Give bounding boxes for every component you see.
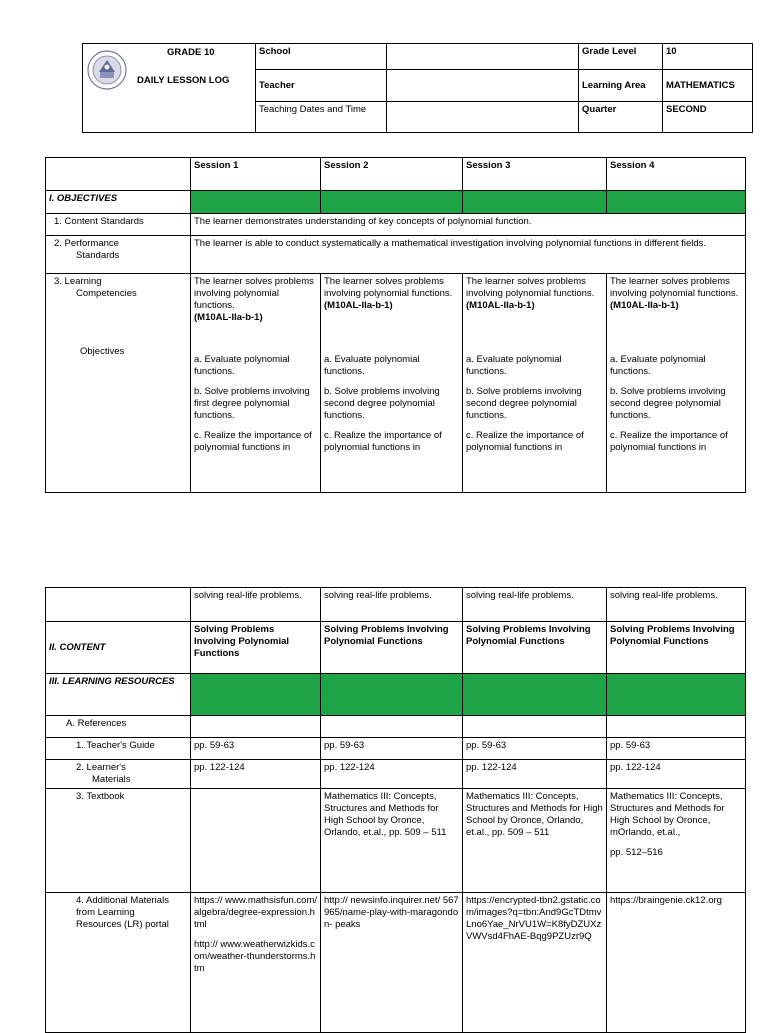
content-standards-label: 1. Content Standards — [46, 214, 191, 236]
objectives-session-3 — [463, 274, 607, 493]
dates-value — [387, 102, 579, 133]
additional-link-2[interactable]: http:// newsinfo.inquirer.net/ 567965/name-play-with-maragondon- peaks — [324, 895, 459, 930]
textbook-2: Mathematics III: Concepts, Structures and Methods for High School by Oronce, Orlando, et.al., pp. 509 – 511 — [321, 789, 463, 893]
additional-materials-3 — [463, 893, 607, 1033]
objective-c-3: c. Realize the importance of polynomial functions in — [466, 430, 584, 453]
additional-materials-label: 4. Additional Materials from Learning Resources (LR) portal — [46, 893, 191, 1033]
learners-materials-1: pp. 122-124 — [191, 760, 321, 789]
objectives-session-1 — [191, 274, 321, 493]
objectives-fill-2 — [321, 191, 463, 214]
objectives-fill-1 — [191, 191, 321, 214]
references-3 — [463, 716, 607, 738]
learners-materials-label — [46, 760, 191, 789]
session-4-header: Session 4 — [607, 158, 746, 191]
competency-text-1: The learner solves problems involving polynomial functions. — [194, 276, 314, 311]
objective-b-3: b. Solve problems involving second degree polynomial functions. — [466, 386, 582, 421]
grade-level-label: Grade Level — [579, 44, 663, 70]
objective-c-1: c. Realize the importance of polynomial functions in — [194, 430, 312, 453]
teacher-value — [387, 70, 579, 102]
objective-b-1: b. Solve problems involving first degree polynomial functions. — [194, 386, 310, 421]
content-session-3: Solving Problems Involving Polynomial Functions — [463, 622, 607, 674]
additional-link-1a[interactable]: https:// www.mathsisfun.com/ algebra/degree-expression.html — [194, 895, 318, 930]
additional-materials-1 — [191, 893, 321, 1033]
session-3-header: Session 3 — [463, 158, 607, 191]
teachers-guide-1: pp. 59-63 — [191, 738, 321, 760]
textbook-4 — [607, 789, 746, 893]
objective-a-4: a. Evaluate polynomial functions. — [610, 354, 706, 377]
continuation-2: solving real-life problems. — [321, 588, 463, 622]
objectives-fill-3 — [463, 191, 607, 214]
lesson-log-table-page2 — [45, 587, 746, 1033]
session-2-header: Session 2 — [321, 158, 463, 191]
teachers-guide-label: 1. Teacher's Guide — [46, 738, 191, 760]
content-session-4: Solving Problems Involving Polynomial Functions — [607, 622, 746, 674]
resources-fill-2 — [321, 674, 463, 716]
session-1-header: Session 1 — [191, 158, 321, 191]
references-2 — [321, 716, 463, 738]
grade-title: GRADE 10 — [167, 47, 215, 58]
performance-standards-text: The learner is able to conduct systematically a mathematical investigation involving polynomial functions in different fields. — [191, 236, 746, 274]
teacher-label: Teacher — [256, 70, 387, 102]
teachers-guide-2: pp. 59-63 — [321, 738, 463, 760]
competency-text-3: The learner solves problems involving polynomial functions. — [466, 276, 595, 299]
content-standards-text: The learner demonstrates understanding of key concepts of polynomial function. — [191, 214, 746, 236]
learners-materials-3: pp. 122-124 — [463, 760, 607, 789]
objectives-session-2 — [321, 274, 463, 493]
learners-materials-label-line2: Materials — [92, 774, 131, 785]
header-table — [82, 43, 753, 133]
learning-area-value: MATHEMATICS — [663, 70, 753, 102]
learning-competencies-label — [46, 274, 191, 493]
learning-competencies-label-line1: 3. Learning — [54, 276, 102, 287]
learning-area-label: Learning Area — [579, 70, 663, 102]
resources-fill-3 — [463, 674, 607, 716]
additional-link-1b[interactable]: http:// www.weatherwizkids.com/weather-thunderstorms.htm — [194, 939, 316, 974]
grade-level-value: 10 — [663, 44, 753, 70]
objectives-heading: I. OBJECTIVES — [46, 191, 191, 214]
objective-c-4: c. Realize the importance of polynomial functions in — [610, 430, 728, 453]
quarter-value: SECOND — [663, 102, 753, 133]
deped-seal-icon — [87, 50, 127, 90]
objectives-session-4 — [607, 274, 746, 493]
textbook-3: Mathematics III: Concepts, Structures and Methods for High School by Oronce, Orlando, et.al., pp. 509 – 511 — [463, 789, 607, 893]
additional-link-3[interactable]: https://encrypted-tbn2.gstatic.com/images?q=tbn:And9GcTDtmvLno6Yae_NrVU1W=K8fyDZUXzVWVsd4FhAE-Bqg9PZUzr9Q — [466, 895, 602, 942]
content-heading: II. CONTENT — [46, 622, 191, 674]
performance-standards-label-line1: 2. Performance — [54, 238, 119, 249]
objective-a-3: a. Evaluate polynomial functions. — [466, 354, 562, 377]
additional-link-4[interactable]: https://braingenie.ck12.org — [610, 895, 722, 906]
content-session-1: Solving Problems Involving Polynomial Functions — [191, 622, 321, 674]
objective-b-2: b. Solve problems involving second degree polynomial functions. — [324, 386, 440, 421]
continuation-4: solving real-life problems. — [607, 588, 746, 622]
competency-text-2: The learner solves problems involving polynomial functions. — [324, 276, 453, 299]
competency-text-4: The learner solves problems involving polynomial functions. — [610, 276, 739, 299]
references-label: A. References — [46, 716, 191, 738]
lesson-log-table-page1 — [45, 157, 746, 493]
competency-code-1: (M10AL-IIa-b-1) — [194, 312, 263, 323]
continuation-3: solving real-life problems. — [463, 588, 607, 622]
school-label: School — [256, 44, 387, 70]
objective-c-2: c. Realize the importance of polynomial functions in — [324, 430, 442, 453]
daily-lesson-log-title: DAILY LESSON LOG — [137, 75, 230, 86]
competency-code-3: (M10AL-IIa-b-1) — [466, 300, 535, 311]
objective-a-1: a. Evaluate polynomial functions. — [194, 354, 290, 377]
sessions-corner-cell — [46, 158, 191, 191]
content-session-2: Solving Problems Involving Polynomial Functions — [321, 622, 463, 674]
performance-standards-label — [46, 236, 191, 274]
header-title-cell — [83, 44, 256, 133]
textbook-1 — [191, 789, 321, 893]
quarter-label: Quarter — [579, 102, 663, 133]
textbook-label: 3. Textbook — [46, 789, 191, 893]
resources-fill-1 — [191, 674, 321, 716]
learning-resources-heading: III. LEARNING RESOURCES — [46, 674, 191, 716]
performance-standards-label-line2: Standards — [76, 250, 120, 261]
learning-competencies-label-line2: Competencies — [76, 288, 137, 299]
learners-materials-4: pp. 122-124 — [607, 760, 746, 789]
additional-materials-2 — [321, 893, 463, 1033]
resources-fill-4 — [607, 674, 746, 716]
competency-code-2: (M10AL-IIa-b-1) — [324, 300, 393, 311]
dates-label: Teaching Dates and Time — [256, 102, 387, 133]
competency-code-4: (M10AL-IIa-b-1) — [610, 300, 679, 311]
continuation-1: solving real-life problems. — [191, 588, 321, 622]
objective-a-2: a. Evaluate polynomial functions. — [324, 354, 420, 377]
textbook-4-text: Mathematics III: Concepts, Structures and Methods for High School by Oronce, mOrlando, et.al., — [610, 791, 725, 838]
teachers-guide-3: pp. 59-63 — [463, 738, 607, 760]
objectives-label: Objectives — [80, 346, 125, 357]
school-value — [387, 44, 579, 70]
learners-materials-2: pp. 122-124 — [321, 760, 463, 789]
references-4 — [607, 716, 746, 738]
objective-b-4: b. Solve problems involving second degree polynomial functions. — [610, 386, 726, 421]
textbook-4-pages: pp. 512–516 — [610, 847, 663, 858]
learners-materials-label-line1: 2. Learner's — [76, 762, 126, 773]
references-1 — [191, 716, 321, 738]
continuation-label-cell — [46, 588, 191, 622]
additional-materials-4 — [607, 893, 746, 1033]
teachers-guide-4: pp. 59-63 — [607, 738, 746, 760]
objectives-fill-4 — [607, 191, 746, 214]
